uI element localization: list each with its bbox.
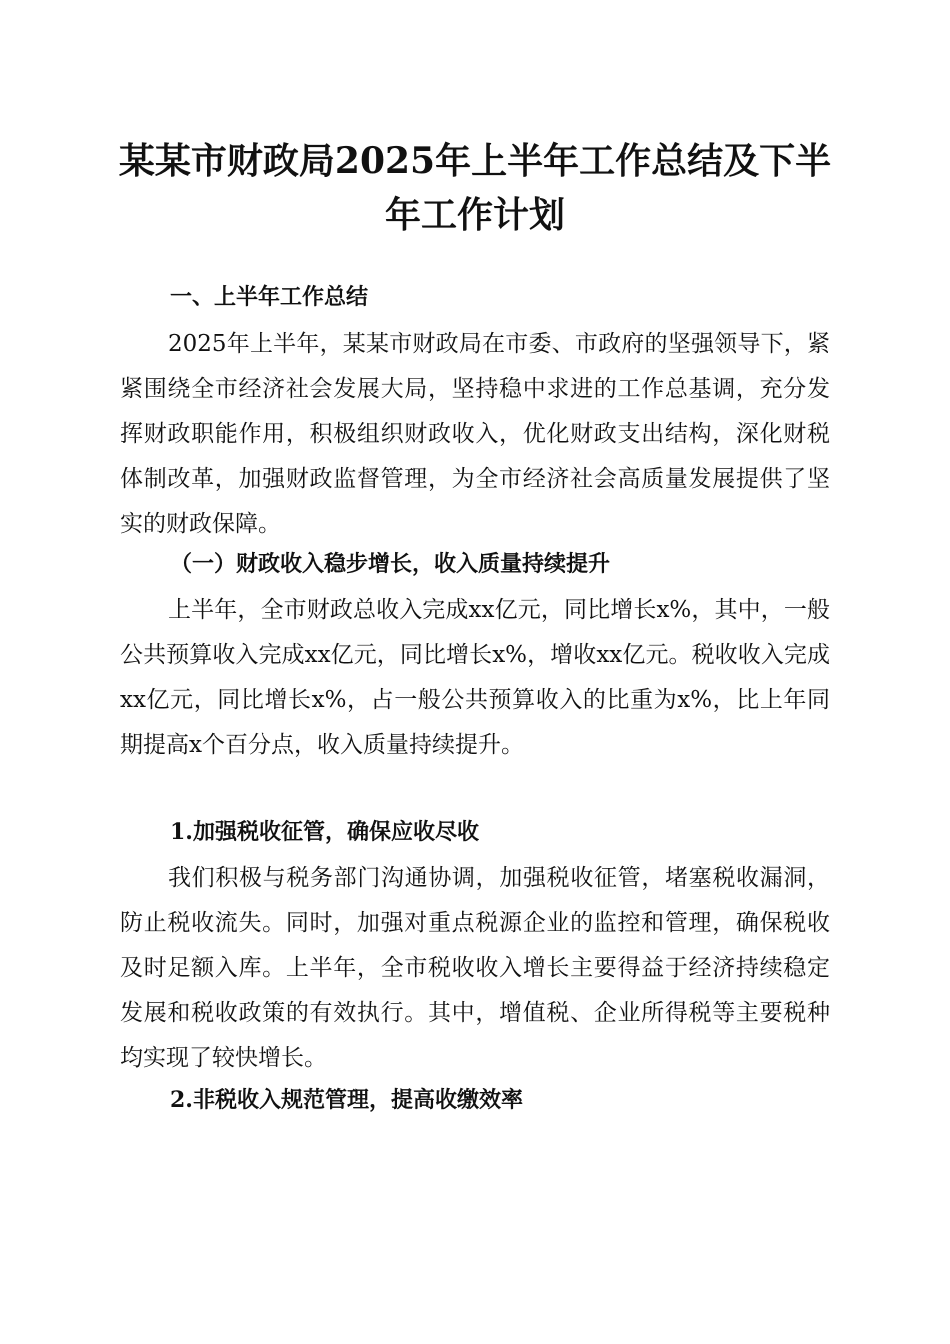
revenue-paragraph: 上半年，全市财政总收入完成xx亿元，同比增长x%，其中，一般公共预算收入完成xx亿元，同比增长x%，增收xx亿元。税收收入完成xx亿元，同比增长x%，占一般公共预算收入的比重为x%，比上年同期提高x个百分点，收入质量持续提升。 [120, 597, 830, 758]
title-line-1: 某某市财政局2025年上半年工作总结及下半 [118, 140, 832, 182]
tax-collection-paragraph: 我们积极与税务部门沟通协调，加强税收征管，堵塞税收漏洞，防止税收流失。同时，加强对重点税源企业的监控和管理，确保税收及时足额入库。上半年，全市税收收入增长主要得益于经济持续稳定发展和税收政策的有效执行。其中，增值税、企业所得税等主要税种均实现了较快增长。 [120, 865, 830, 1071]
item-heading-tax-collection: 1.加强税收征管，确保应收尽收 [170, 819, 479, 845]
section-heading-summary: 一、上半年工作总结 [170, 285, 369, 310]
title-line-2: 年工作计划 [384, 194, 565, 236]
item-heading-nontax-revenue: 2.非税收入规范管理，提高收缴效率 [170, 1087, 523, 1113]
subsection-heading-revenue: （一）财政收入稳步增长，收入质量持续提升 [170, 551, 611, 577]
intro-paragraph: 2025年上半年，某某市财政局在市委、市政府的坚强领导下，紧紧围绕全市经济社会发展大局，坚持稳中求进的工作总基调，充分发挥财政职能作用，积极组织财政收入，优化财政支出结构，深化财税体制改革，加强财政监督管理，为全市经济社会高质量发展提供了坚实的财政保障。 [120, 331, 830, 537]
document-title [100, 134, 850, 242]
